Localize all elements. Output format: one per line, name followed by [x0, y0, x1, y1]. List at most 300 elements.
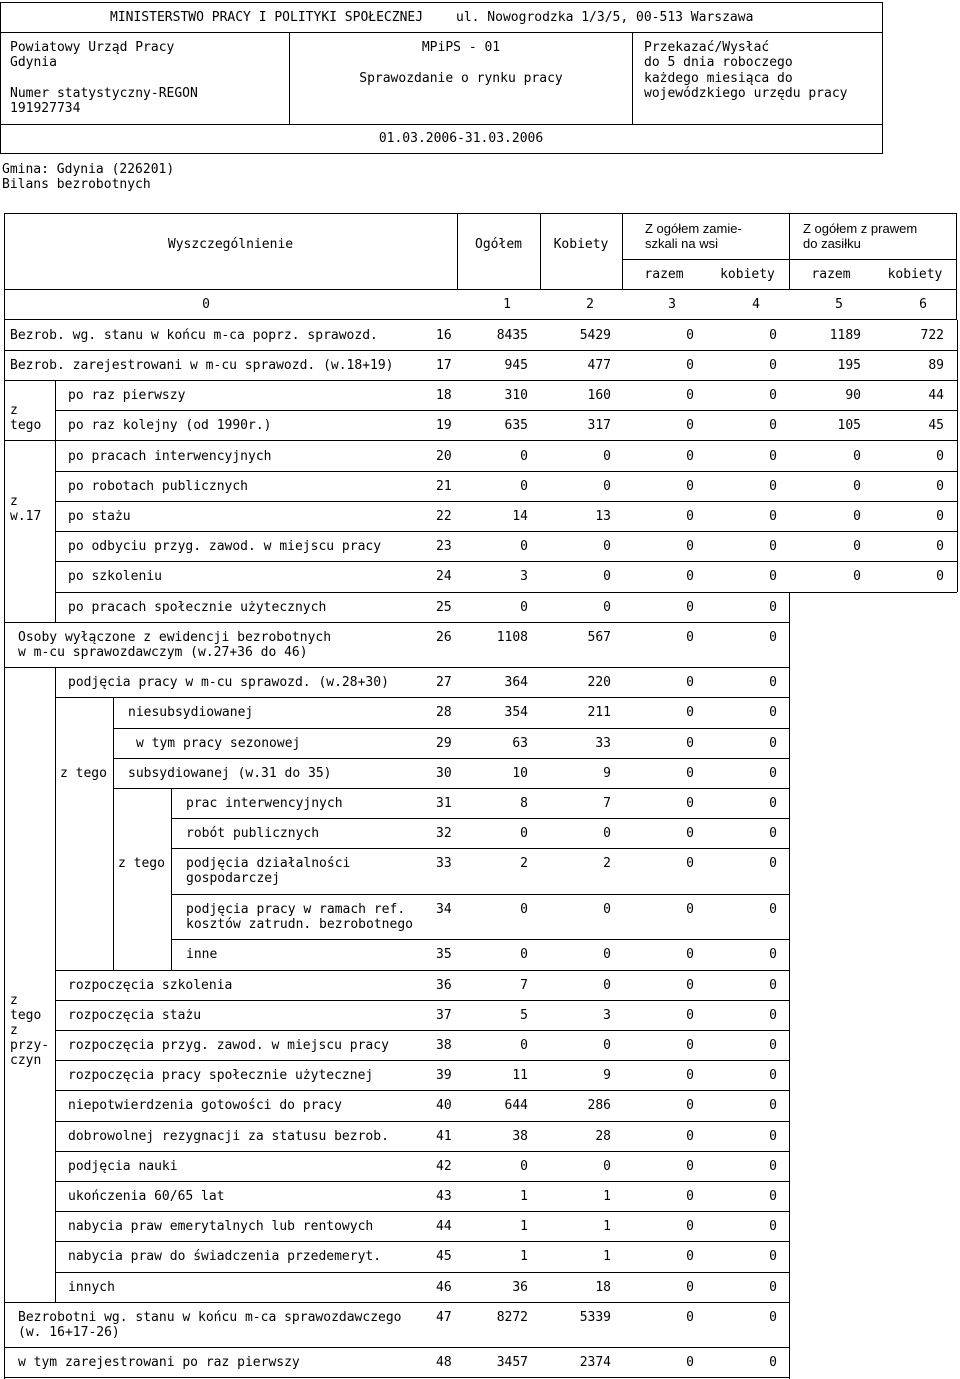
header-divider: [632, 32, 633, 124]
row-label: po szkoleniu: [68, 569, 162, 584]
row-line: [55, 592, 957, 593]
form-code: MPiPS - 01: [421, 40, 501, 55]
row-value: 0: [853, 539, 861, 554]
deadline-text: Przekazać/Wysłać: [644, 40, 770, 55]
ministry-address: ul. Nowogrodzka 1/3/5, 00-513 Warszawa: [456, 10, 754, 25]
row-label: podjęcia pracy w ramach ref.: [186, 902, 406, 917]
row-value: 0: [853, 569, 861, 584]
row-line: [55, 501, 957, 502]
row-value: 0: [769, 328, 777, 343]
row-value: 0: [603, 902, 611, 917]
row-value: 310: [504, 388, 528, 403]
row-value: 0: [853, 449, 861, 464]
group-divider: [55, 667, 56, 1302]
row-value: 0: [769, 1189, 777, 1204]
row-line: [55, 561, 957, 562]
row-line: [55, 1211, 789, 1212]
row-number: 32: [436, 826, 452, 841]
row-value: 0: [769, 856, 777, 871]
row-value: 0: [520, 1159, 528, 1174]
row-value: 364: [504, 675, 528, 690]
row-value: 945: [504, 358, 528, 373]
row-value: 0: [769, 1219, 777, 1234]
row-number: 16: [436, 328, 452, 343]
group-divider: [55, 380, 56, 622]
row-line: [4, 380, 957, 381]
group-label: z: [10, 403, 18, 418]
row-value: 36: [512, 1280, 528, 1295]
row-value: 0: [520, 826, 528, 841]
col-header-total: Ogółem: [475, 237, 522, 252]
row-value: 0: [603, 539, 611, 554]
row-label: po robotach publicznych: [68, 479, 249, 494]
sub-header-kobiety: kobiety: [887, 267, 943, 282]
row-value: 477: [587, 358, 611, 373]
row-line: [113, 728, 789, 729]
row-value: 0: [603, 569, 611, 584]
row-value: 1: [520, 1219, 528, 1234]
row-value: 0: [769, 539, 777, 554]
row-line: [4, 667, 789, 668]
row-value: 0: [686, 796, 694, 811]
row-value: 63: [512, 736, 528, 751]
group-label: tego: [10, 1008, 42, 1023]
col-header-rural: szkali na wsi: [645, 236, 718, 251]
row-line: [55, 1090, 789, 1091]
row-value: 0: [686, 630, 694, 645]
regon-label: Numer statystyczny-REGON: [10, 86, 198, 101]
row-label: rozpoczęcia przyg. zawod. w miejscu pracy: [68, 1038, 389, 1053]
row-number: 25: [436, 600, 452, 615]
table-header-divider: [4, 289, 957, 290]
row-value: 160: [587, 388, 611, 403]
row-number: 47: [436, 1310, 452, 1325]
row-value: 0: [686, 418, 694, 433]
row-value: 0: [686, 1159, 694, 1174]
row-label: robót publicznych: [186, 826, 320, 841]
row-value: 0: [769, 705, 777, 720]
row-label: podjęcia nauki: [68, 1159, 178, 1174]
row-value: 0: [686, 1038, 694, 1053]
row-value: 0: [936, 539, 944, 554]
row-number: 35: [436, 947, 452, 962]
row-line: [171, 818, 789, 819]
row-value: 0: [686, 1249, 694, 1264]
row-value: 0: [603, 1038, 611, 1053]
form-title: Sprawozdanie o rynku pracy: [359, 71, 563, 86]
row-value: 195: [837, 358, 861, 373]
row-value: 0: [769, 388, 777, 403]
row-value: 0: [686, 539, 694, 554]
row-value: 18: [595, 1280, 611, 1295]
row-value: 0: [686, 388, 694, 403]
row-value: 211: [587, 705, 611, 720]
row-line: [55, 1241, 789, 1242]
row-value: 1: [603, 1219, 611, 1234]
row-value: 2: [603, 856, 611, 871]
row-value: 644: [504, 1098, 528, 1113]
row-value: 0: [686, 1189, 694, 1204]
report-period: 01.03.2006-31.03.2006: [378, 131, 544, 146]
row-value: 0: [769, 1098, 777, 1113]
group-label: w.17: [10, 509, 42, 524]
row-number: 42: [436, 1159, 452, 1174]
row-value: 0: [936, 509, 944, 524]
row-value: 38: [512, 1129, 528, 1144]
row-value: 0: [769, 358, 777, 373]
row-number: 26: [436, 630, 452, 645]
col-header-benefit: do zasiłku: [803, 236, 861, 251]
row-value: 0: [769, 1038, 777, 1053]
row-value: 0: [686, 509, 694, 524]
row-number: 19: [436, 418, 452, 433]
table-border: [957, 320, 958, 592]
row-number: 27: [436, 675, 452, 690]
row-value: 0: [769, 1129, 777, 1144]
row-label: dobrowolnej rezygnacji za statusu bezrob.: [68, 1129, 389, 1144]
row-value: 1108: [496, 630, 528, 645]
row-number: 37: [436, 1008, 452, 1023]
row-value: 0: [769, 418, 777, 433]
row-label: podjęcia pracy w m-cu sprawozd. (w.28+30): [68, 675, 389, 690]
row-value: 44: [928, 388, 944, 403]
col-header-rural: Z ogółem zamie-: [645, 221, 742, 236]
row-line: [171, 894, 789, 895]
row-line: [55, 410, 957, 411]
deadline-text: wojewódzkiego urzędu pracy: [644, 86, 848, 101]
row-value: 0: [520, 479, 528, 494]
row-value: 0: [936, 479, 944, 494]
row-value: 8: [520, 796, 528, 811]
row-label: rozpoczęcia stażu: [68, 1008, 202, 1023]
group-label: z: [10, 993, 18, 1008]
row-label: po odbyciu przyg. zawod. w miejscu pracy: [68, 539, 382, 554]
row-label: nabycia praw do świadczenia przedemeryt.: [68, 1249, 382, 1264]
row-value: 33: [595, 736, 611, 751]
row-value: 220: [587, 675, 611, 690]
deadline-text: do 5 dnia roboczego: [644, 55, 793, 70]
row-label: Bezrob. wg. stanu w końcu m-ca poprz. sprawozd.: [10, 328, 378, 343]
row-value: 0: [686, 1310, 694, 1325]
row-value: 0: [686, 1355, 694, 1370]
row-value: 0: [686, 358, 694, 373]
row-value: 0: [769, 1159, 777, 1174]
row-value: 0: [603, 826, 611, 841]
row-number: 48: [436, 1355, 452, 1370]
row-value: 0: [769, 1008, 777, 1023]
row-value: 0: [686, 978, 694, 993]
regon-value: 191927734: [10, 101, 81, 116]
row-value: 1189: [829, 328, 861, 343]
row-value: 0: [686, 766, 694, 781]
row-value: 0: [769, 479, 777, 494]
col-number: 4: [752, 297, 760, 312]
row-value: 0: [936, 569, 944, 584]
row-value: 3: [603, 1008, 611, 1023]
row-value: 0: [769, 509, 777, 524]
row-number: 39: [436, 1068, 452, 1083]
row-value: 0: [769, 630, 777, 645]
row-value: 3: [520, 569, 528, 584]
row-value: 9: [603, 1068, 611, 1083]
row-line: [55, 1272, 789, 1273]
row-number: 18: [436, 388, 452, 403]
col-header-benefit: Z ogółem z prawem: [803, 221, 918, 236]
row-line: [4, 1347, 789, 1348]
row-value: 0: [769, 902, 777, 917]
row-value: 0: [686, 449, 694, 464]
office-city: Gdynia: [10, 55, 57, 70]
row-line: [171, 848, 789, 849]
row-value: 0: [603, 600, 611, 615]
row-value: 0: [520, 539, 528, 554]
header-divider: [0, 124, 883, 125]
row-value: 0: [936, 449, 944, 464]
row-line: [55, 471, 957, 472]
row-label: ukończenia 60/65 lat: [68, 1189, 225, 1204]
row-value: 0: [520, 449, 528, 464]
row-value: 0: [769, 1249, 777, 1264]
row-value: 286: [587, 1098, 611, 1113]
row-value: 9: [603, 766, 611, 781]
ministry-name: MINISTERSTWO PRACY I POLITYKI SPOŁECZNEJ: [110, 10, 424, 25]
deadline-text: każdego miesiąca do: [644, 71, 793, 86]
row-line: [4, 1377, 789, 1378]
row-value: 567: [587, 630, 611, 645]
group-divider: [171, 788, 172, 970]
row-value: 8435: [496, 328, 528, 343]
row-label: Osoby wyłączone z ewidencji bezrobotnych: [18, 630, 332, 645]
row-value: 354: [504, 705, 528, 720]
row-label: po stażu: [68, 509, 131, 524]
row-label: inne: [186, 947, 218, 962]
col-header-women: Kobiety: [553, 237, 609, 252]
row-value: 8272: [496, 1310, 528, 1325]
group-label: z: [10, 1023, 18, 1038]
row-label: po pracach społecznie użytecznych: [68, 600, 327, 615]
row-line: [55, 1121, 789, 1122]
header-divider: [0, 32, 883, 33]
row-value: 28: [595, 1129, 611, 1144]
group-label: z tego: [118, 856, 165, 871]
col-header-desc: Wyszczególnienie: [167, 237, 294, 252]
sub-header-razem: razem: [644, 267, 684, 282]
row-value: 635: [504, 418, 528, 433]
row-number: 33: [436, 856, 452, 871]
col-number: 0: [202, 297, 210, 312]
row-value: 0: [686, 675, 694, 690]
row-label: w tym pracy sezonowej: [136, 736, 301, 751]
row-value: 0: [769, 1280, 777, 1295]
row-value: 0: [603, 479, 611, 494]
row-value: 0: [769, 978, 777, 993]
row-value: 0: [853, 479, 861, 494]
row-label: rozpoczęcia szkolenia: [68, 978, 233, 993]
col-number: 2: [586, 297, 594, 312]
row-value: 722: [920, 328, 944, 343]
row-value: 0: [520, 1038, 528, 1053]
row-value: 10: [512, 766, 528, 781]
row-value: 0: [686, 1098, 694, 1113]
row-line: [55, 1060, 789, 1061]
row-label: po raz pierwszy: [68, 388, 186, 403]
row-label: subsydiowanej (w.31 do 35): [128, 766, 332, 781]
row-value: 3457: [496, 1355, 528, 1370]
row-label: Bezrob. zarejestrowani w m-cu sprawozd. (w.18+19): [10, 358, 394, 373]
col-number: 1: [503, 297, 511, 312]
row-line: [55, 1000, 789, 1001]
group-divider: [113, 697, 114, 970]
row-value: 0: [769, 675, 777, 690]
row-value: 0: [769, 1355, 777, 1370]
row-label: w tym zarejestrowani po raz pierwszy: [18, 1355, 300, 1370]
row-number: 31: [436, 796, 452, 811]
row-value: 7: [520, 978, 528, 993]
row-value: 1: [603, 1249, 611, 1264]
row-value: 0: [686, 902, 694, 917]
row-value: 2374: [579, 1355, 611, 1370]
row-value: 0: [769, 736, 777, 751]
row-label: nabycia praw emerytalnych lub rentowych: [68, 1219, 374, 1234]
row-number: 28: [436, 705, 452, 720]
row-value: 89: [928, 358, 944, 373]
col-number: 6: [919, 297, 927, 312]
row-value: 0: [769, 947, 777, 962]
row-line: [113, 758, 789, 759]
row-line: [55, 970, 789, 971]
row-value: 0: [686, 1068, 694, 1083]
row-value: 0: [769, 1068, 777, 1083]
row-label: w m-cu sprawozdawczym (w.27+36 do 46): [18, 645, 308, 660]
row-line: [55, 1181, 789, 1182]
row-value: 0: [603, 947, 611, 962]
office-name: Powiatowy Urząd Pracy: [10, 40, 175, 55]
row-value: 0: [603, 1159, 611, 1174]
row-value: 0: [769, 826, 777, 841]
sub-header-kobiety: kobiety: [720, 267, 775, 282]
row-value: 0: [686, 705, 694, 720]
row-number: 17: [436, 358, 452, 373]
row-label: prac interwencyjnych: [186, 796, 343, 811]
row-line: [55, 697, 789, 698]
row-value: 0: [603, 978, 611, 993]
row-value: 5: [520, 1008, 528, 1023]
row-value: 1: [603, 1189, 611, 1204]
row-number: 34: [436, 902, 452, 917]
row-value: 0: [520, 947, 528, 962]
row-value: 0: [769, 449, 777, 464]
table-border: [789, 592, 790, 1379]
row-number: 44: [436, 1219, 452, 1234]
row-value: 0: [769, 796, 777, 811]
row-value: 0: [769, 1310, 777, 1325]
row-label: kosztów zatrudn. bezrobotnego: [186, 917, 413, 932]
row-line: [55, 531, 957, 532]
row-value: 45: [928, 418, 944, 433]
row-label: po pracach interwencyjnych: [68, 449, 272, 464]
row-number: 40: [436, 1098, 452, 1113]
row-line: [55, 1030, 789, 1031]
row-label: Bezrobotni wg. stanu w końcu m-ca sprawozdawczego: [18, 1310, 402, 1325]
row-value: 0: [686, 1129, 694, 1144]
row-value: 5429: [579, 328, 611, 343]
row-value: 5339: [579, 1310, 611, 1325]
row-number: 30: [436, 766, 452, 781]
row-number: 22: [436, 509, 452, 524]
row-value: 0: [686, 1219, 694, 1234]
row-value: 13: [595, 509, 611, 524]
row-value: 0: [686, 600, 694, 615]
row-value: 0: [686, 947, 694, 962]
row-value: 0: [769, 600, 777, 615]
group-label: z tego: [60, 766, 107, 781]
row-number: 41: [436, 1129, 452, 1144]
row-value: 0: [520, 902, 528, 917]
row-line: [4, 1302, 789, 1303]
group-label: czyn: [10, 1053, 42, 1068]
row-value: 2: [520, 856, 528, 871]
row-number: 38: [436, 1038, 452, 1053]
row-number: 46: [436, 1280, 452, 1295]
row-value: 0: [686, 1008, 694, 1023]
row-number: 21: [436, 479, 452, 494]
row-value: 317: [587, 418, 611, 433]
row-value: 0: [520, 600, 528, 615]
group-label: przy-: [10, 1038, 50, 1053]
row-value: 90: [845, 388, 861, 403]
row-number: 29: [436, 736, 452, 751]
row-line: [113, 788, 789, 789]
group-label: z: [10, 494, 18, 509]
row-label: po raz kolejny (od 1990r.): [68, 418, 272, 433]
row-value: 105: [837, 418, 861, 433]
row-line: [4, 440, 957, 441]
row-number: 24: [436, 569, 452, 584]
row-value: 7: [603, 796, 611, 811]
row-value: 0: [769, 569, 777, 584]
section-title: Bilans bezrobotnych: [2, 177, 151, 192]
row-label: podjęcia działalności: [186, 856, 351, 871]
row-value: 1: [520, 1189, 528, 1204]
row-label: niepotwierdzenia gotowości do pracy: [68, 1098, 342, 1113]
row-value: 11: [512, 1068, 528, 1083]
row-number: 20: [436, 449, 452, 464]
row-label: rozpoczęcia pracy społecznie użytecznej: [68, 1068, 374, 1083]
row-number: 45: [436, 1249, 452, 1264]
row-line: [171, 939, 789, 940]
row-value: 0: [686, 826, 694, 841]
row-value: 0: [686, 736, 694, 751]
row-value: 0: [686, 479, 694, 494]
row-line: [55, 1151, 789, 1152]
row-value: 0: [686, 328, 694, 343]
table-border: [4, 622, 5, 1379]
row-value: 1: [520, 1249, 528, 1264]
row-value: 0: [853, 509, 861, 524]
row-value: 0: [686, 1280, 694, 1295]
sub-header-razem: razem: [811, 267, 851, 282]
row-label: (w. 16+17-26): [18, 1325, 120, 1340]
row-number: 43: [436, 1189, 452, 1204]
gmina-label: Gmina: Gdynia (226201): [2, 162, 175, 177]
col-number: 5: [835, 297, 843, 312]
row-number: 36: [436, 978, 452, 993]
row-line: [4, 622, 789, 623]
row-label: innych: [68, 1280, 115, 1295]
row-value: 0: [603, 449, 611, 464]
row-number: 23: [436, 539, 452, 554]
row-label: niesubsydiowanej: [128, 705, 254, 720]
